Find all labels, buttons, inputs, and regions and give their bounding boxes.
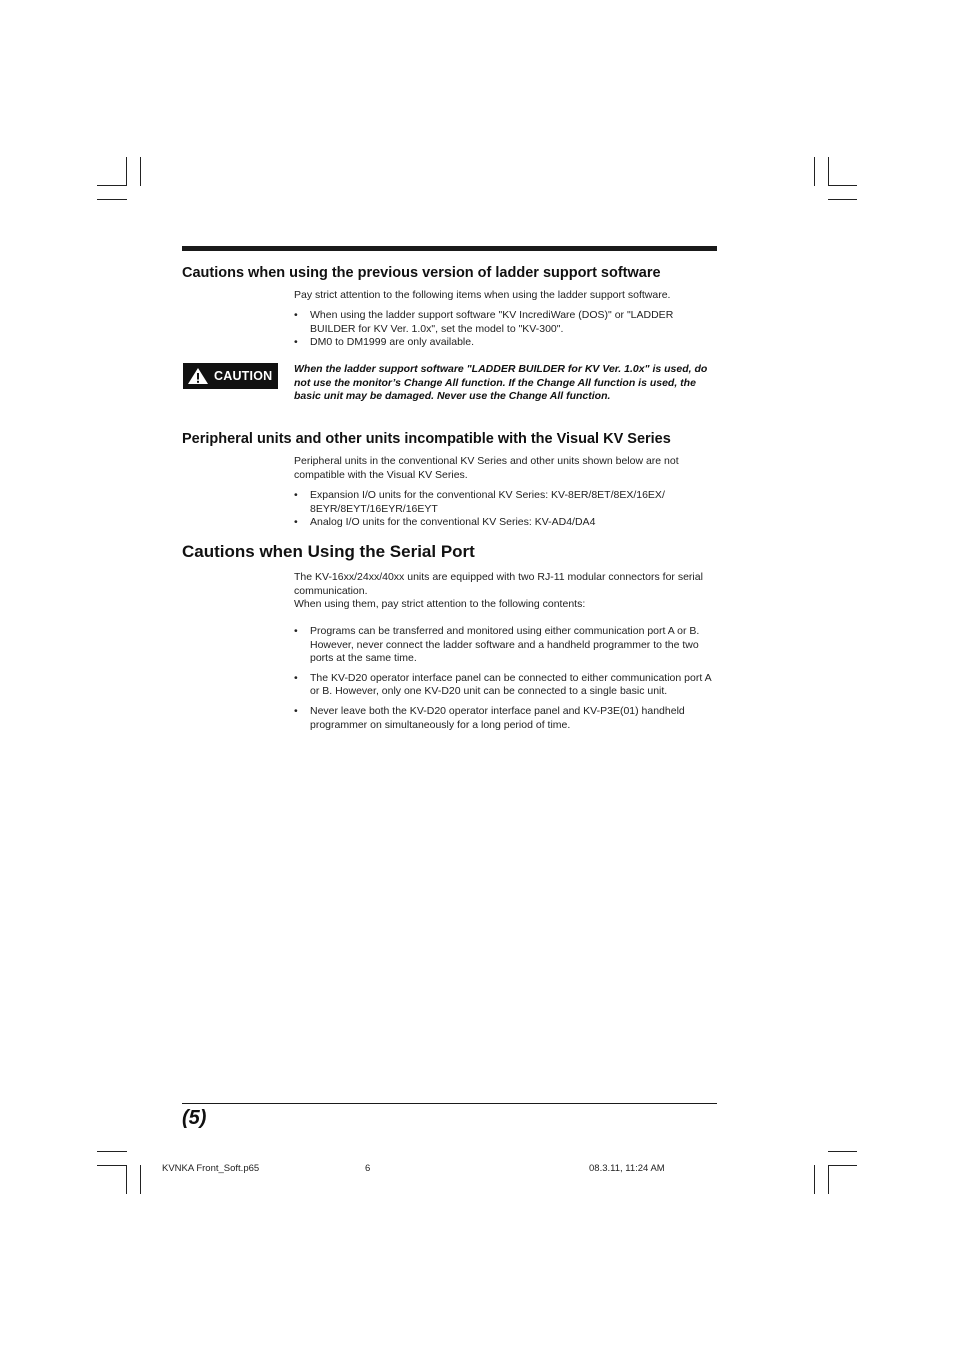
list-item: • Never leave both the KV-D20 operator interface panel and KV-P3E(01) handheld programmer on simultaneously for a long period of time. bbox=[294, 705, 718, 732]
crop-mark bbox=[97, 1151, 127, 1152]
list-item: • The KV-D20 operator interface panel can be connected to either communication port A or B. However, only one KV-D20 unit can be connected to a single basic unit. bbox=[294, 672, 718, 699]
section-intro: When using them, pay strict attention to the following contents: bbox=[294, 598, 586, 610]
bullet-list bbox=[294, 489, 718, 530]
crop-mark bbox=[814, 1165, 815, 1194]
crop-mark bbox=[828, 1165, 857, 1166]
list-item: • When using the ladder support software "KV IncrediWare (DOS)" or "LADDER BUILDER for KV Ver. 1.0x", set the model to "KV-300". bbox=[294, 309, 718, 336]
list-item: • Analog I/O units for the conventional KV Series: KV-AD4/DA4 bbox=[294, 516, 718, 530]
bullet-list bbox=[294, 625, 718, 738]
section-heading-incompatible-units: Peripheral units and other units incompatible with the Visual KV Series bbox=[182, 431, 671, 447]
crop-mark bbox=[97, 1165, 127, 1166]
crop-mark bbox=[140, 157, 141, 186]
caution-label: CAUTION bbox=[214, 369, 273, 383]
list-item: • Programs can be transferred and monitored using either communication port A or B. However, never connect the ladder software and a handheld programmer to the two ports at the same time. bbox=[294, 625, 718, 666]
section-heading-serial-port: Cautions when Using the Serial Port bbox=[182, 542, 475, 561]
footer-datetime: 08.3.11, 11:24 AM bbox=[589, 1163, 665, 1174]
section-heading-ladder-software: Cautions when using the previous version of ladder support software bbox=[182, 265, 661, 281]
top-rule bbox=[182, 246, 717, 251]
crop-mark bbox=[828, 157, 829, 186]
crop-mark bbox=[828, 1165, 829, 1194]
warning-triangle-icon bbox=[187, 367, 209, 385]
crop-mark bbox=[126, 157, 127, 186]
bullet-list bbox=[294, 309, 718, 350]
crop-mark bbox=[97, 199, 127, 200]
list-item: • DM0 to DM1999 are only available. bbox=[294, 336, 718, 350]
list-item: • Expansion I/O units for the conventional KV Series: KV-8ER/8ET/8EX/16EX/ 8EYR/8EYT/16EYR/16EYT bbox=[294, 489, 718, 516]
page-number: (5) bbox=[182, 1107, 207, 1129]
crop-mark bbox=[140, 1165, 141, 1194]
section-intro: The KV-16xx/24xx/40xx units are equipped with two RJ-11 modular connectors for serial communication. bbox=[294, 571, 703, 597]
crop-mark bbox=[828, 199, 857, 200]
caution-text: When the ladder support software "LADDER BUILDER for KV Ver. 1.0x" is used, do not use the monitor’s Change All function. If the Change All function is used, the basic unit may be damaged. Never use the Change All function. bbox=[294, 363, 708, 403]
crop-mark bbox=[97, 185, 127, 186]
crop-mark bbox=[126, 1165, 127, 1194]
section-intro: Pay strict attention to the following items when using the ladder support software. bbox=[294, 289, 671, 301]
footer-filename: KVNKA Front_Soft.p65 bbox=[162, 1163, 260, 1174]
caution-badge bbox=[183, 363, 278, 389]
section-intro: Peripheral units in the conventional KV Series and other units shown below are not compatible with the Visual KV Series. bbox=[294, 455, 679, 481]
bottom-rule bbox=[182, 1103, 717, 1104]
crop-mark bbox=[814, 157, 815, 186]
footer-page: 6 bbox=[365, 1163, 371, 1174]
crop-mark bbox=[828, 1151, 857, 1152]
crop-mark bbox=[828, 185, 857, 186]
